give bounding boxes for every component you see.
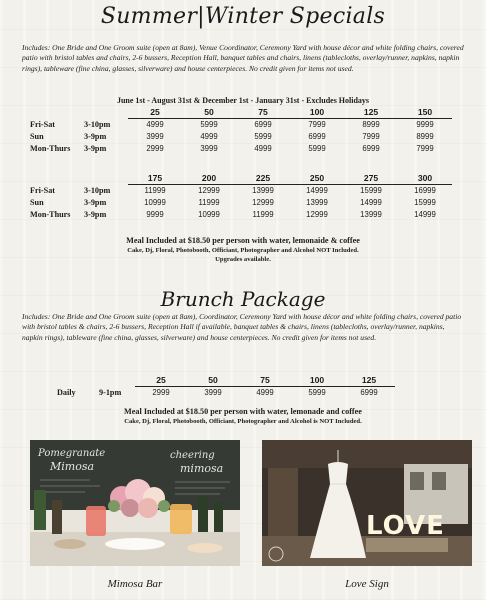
price: 6999 [254, 120, 272, 129]
meal-included-text: Meal Included at $18.50 per person with water, lemonaide & coffee [126, 236, 360, 245]
guest-count: 150 [398, 106, 452, 119]
table-header-row [30, 172, 452, 185]
price: 7999 [362, 132, 380, 141]
table-row [30, 131, 452, 143]
chalkboard-text-2: Mimosa [50, 460, 95, 473]
time-label: 3-10pm [84, 185, 111, 195]
table-header-row [57, 374, 395, 387]
price: 13999 [252, 186, 274, 195]
price: 12999 [306, 210, 328, 219]
mimosa-bar-caption: Mimosa Bar [107, 578, 163, 590]
day-label: Daily [57, 387, 76, 397]
upgrades-text: Upgrades available. [215, 256, 271, 263]
brunch-title: Brunch Package [160, 287, 326, 311]
price: 13999 [360, 210, 382, 219]
guest-count: 75 [239, 374, 291, 387]
price: 9999 [416, 120, 434, 129]
chalkboard-text-4: mimosa [180, 462, 224, 475]
mimosa-bar-photo [30, 440, 240, 566]
price: 5999 [200, 120, 218, 129]
day-label: Mon-Thurs [30, 210, 71, 219]
not-included-text: Cake, Dj, Floral, Photobooth, Officiant, Photographer and Alcohol is NOT Included. [124, 418, 362, 425]
day-label: Fri-Sat [30, 119, 56, 129]
table-row [30, 119, 452, 132]
price: 8999 [416, 132, 434, 141]
price: 3999 [146, 132, 164, 141]
price: 5999 [254, 132, 272, 141]
guest-count: 250 [290, 172, 344, 185]
price: 14999 [306, 186, 328, 195]
table-header-row [30, 106, 452, 119]
guest-count: 225 [236, 172, 290, 185]
love-sign-photo [262, 440, 472, 566]
price: 4999 [256, 388, 274, 397]
price: 13999 [306, 198, 328, 207]
table-row [30, 209, 452, 221]
price: 11999 [144, 186, 166, 195]
price: 6999 [308, 132, 326, 141]
price: 15999 [360, 186, 382, 195]
chalkboard-text-3: cheering [170, 450, 215, 461]
guest-count: 300 [398, 172, 452, 185]
love-sign-caption: Love Sign [345, 578, 389, 590]
table-row [57, 387, 395, 400]
guest-count: 275 [344, 172, 398, 185]
chalkboard-text-1: Pomegranate [38, 448, 106, 459]
price: 14999 [360, 198, 382, 207]
time-label: 3-9pm [84, 132, 107, 141]
price: 11999 [252, 210, 274, 219]
time-label: 3-9pm [84, 198, 107, 207]
price: 10999 [198, 210, 220, 219]
price: 12999 [252, 198, 274, 207]
love-letters: LOVE [366, 511, 445, 541]
guest-count: 100 [290, 106, 344, 119]
guest-count: 25 [128, 106, 182, 119]
pricing-table-2 [30, 172, 452, 221]
price: 6999 [362, 144, 380, 153]
summer-winter-title: Summer|Winter Specials [100, 4, 386, 29]
guest-count: 175 [128, 172, 182, 185]
not-included-text: Cake, Dj, Floral, Photobooth, Officiant, Photographer and Alcohol NOT Included. [127, 247, 359, 254]
price: 4999 [254, 144, 272, 153]
price: 7999 [308, 120, 326, 129]
price: 6999 [360, 388, 378, 397]
summer-winter-includes: Includes: One Bride and One Groom suite (open at 8am), Venue Coordinator, Ceremony Yard with house décor and white folding chairs, covered patio with bristol tables and chairs, 2-6 bussers, Reception Hall, banquet tables and chairs, linens (tablecloths, overlay/runner, napkins, napkin rings), tableware (fine china, glasses, silverware) and house centerpieces. No credit given for items not used. [22, 43, 464, 73]
time-label: 9-1pm [99, 387, 122, 397]
price: 4999 [200, 132, 218, 141]
price: 11999 [198, 198, 220, 207]
day-label: Sun [30, 132, 44, 141]
price: 5999 [308, 144, 326, 153]
guest-count: 50 [187, 374, 239, 387]
brunch-pricing-table [57, 374, 395, 399]
table-row [30, 185, 452, 198]
price: 12999 [198, 186, 220, 195]
price: 7999 [416, 144, 434, 153]
guest-count: 125 [344, 106, 398, 119]
price: 16999 [414, 186, 436, 195]
price: 5999 [308, 388, 326, 397]
day-label: Mon-Thurs [30, 144, 71, 153]
time-label: 3-10pm [84, 119, 111, 129]
brunch-meal-note [0, 406, 486, 426]
pricing-table-1 [30, 106, 452, 155]
guest-count: 50 [182, 106, 236, 119]
guest-count: 125 [343, 374, 395, 387]
time-label: 3-9pm [84, 144, 107, 153]
summer-winter-meal-note [0, 235, 486, 264]
table-row [30, 197, 452, 209]
price: 2999 [152, 388, 170, 397]
guest-count: 200 [182, 172, 236, 185]
price: 3999 [200, 144, 218, 153]
table-row [30, 143, 452, 155]
date-range: June 1st - August 31st & December 1st - January 31st - Excludes Holidays [116, 96, 370, 105]
meal-included-text: Meal Included at $18.50 per person with water, lemonade and coffee [124, 407, 362, 416]
brunch-includes: Includes: One Bride and One Groom suite (open at 8am), Coordinator, Ceremony Yard with house décor and white folding chairs, covered patio with bristol tables & chairs, 2-6 bussers, Reception Hall if available, banquet tables & chairs, linens (tablecloths, overlay/runner, napkins, napkin rings), tableware (fine china, glasses, silverware) and house centerpieces. No credit given for items not used. [22, 312, 462, 342]
time-label: 3-9pm [84, 210, 107, 219]
guest-count: 25 [135, 374, 187, 387]
price: 2999 [146, 144, 164, 153]
price: 8999 [362, 120, 380, 129]
guest-count: 100 [291, 374, 343, 387]
price: 15999 [414, 198, 436, 207]
price: 3999 [204, 388, 222, 397]
price: 4999 [146, 120, 164, 129]
price: 9999 [146, 210, 164, 219]
day-label: Fri-Sat [30, 185, 56, 195]
price: 14999 [414, 210, 436, 219]
guest-count: 75 [236, 106, 290, 119]
day-label: Sun [30, 198, 44, 207]
price: 10999 [144, 198, 166, 207]
